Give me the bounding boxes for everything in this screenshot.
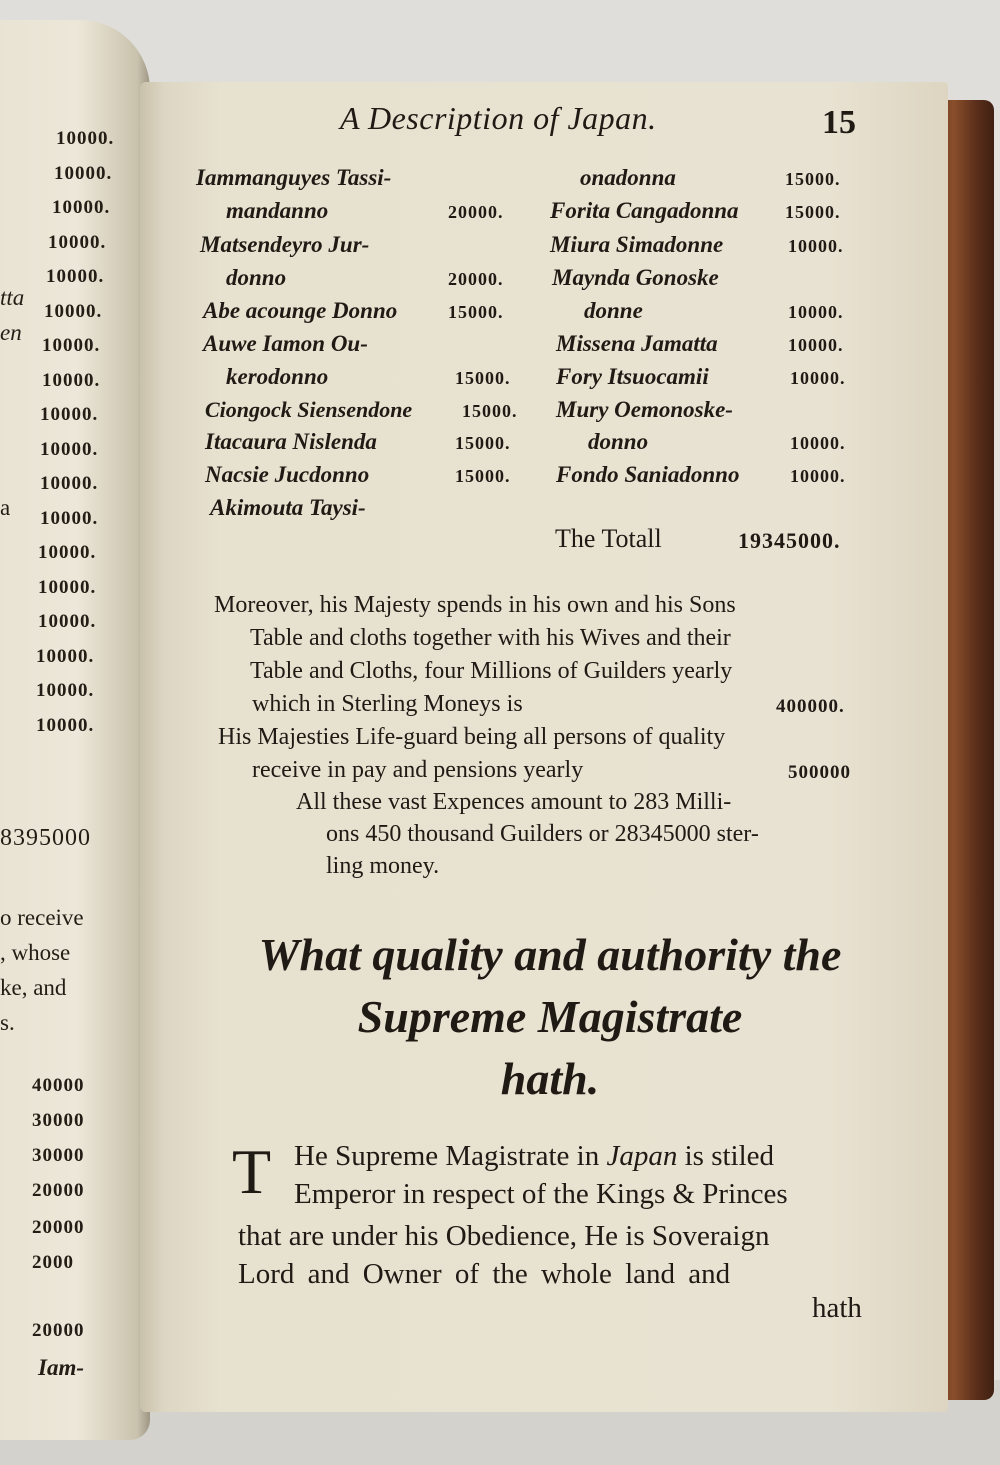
roster-name: Matsendeyro Jur- xyxy=(200,232,370,257)
left-page-number: 10000. xyxy=(36,680,95,701)
left-page-number: 10000. xyxy=(38,542,97,563)
left-text-line: s. xyxy=(0,1010,15,1035)
body-line: that are under his Obedience, He is Soveraign xyxy=(238,1220,770,1252)
left-page-number: 10000. xyxy=(42,369,101,391)
drop-cap: T xyxy=(232,1136,272,1207)
left-page-value: 20000 xyxy=(32,1320,85,1341)
roster-name: Miura Simadonne xyxy=(550,232,724,257)
body-line: Lord and Owner of the whole land and xyxy=(238,1258,731,1290)
left-fragment: en xyxy=(0,320,22,345)
left-text-line: o receive xyxy=(0,905,84,930)
left-page-number: 10000. xyxy=(40,438,99,460)
total-label: The Totall xyxy=(555,524,662,553)
left-page-number: 10000. xyxy=(40,473,99,494)
expenses-line: which in Sterling Moneys is xyxy=(252,691,523,717)
total-value: 19345000. xyxy=(738,528,841,553)
left-fragment: a xyxy=(0,495,11,520)
roster-name: Ciongock Siensendone xyxy=(205,397,413,422)
roster-value: 20000. xyxy=(448,202,504,222)
left-page-value: 40000 xyxy=(32,1075,85,1096)
roster-value: 15000. xyxy=(455,466,511,486)
left-page-number: 10000. xyxy=(40,507,99,529)
roster-value: 15000. xyxy=(785,169,841,189)
left-page-value: 20000 xyxy=(32,1180,85,1201)
roster-value: 15000. xyxy=(448,302,504,322)
catchword: hath xyxy=(812,1292,862,1324)
expenses-line: receive in pay and pensions yearly xyxy=(252,757,584,783)
roster-name: onadonna xyxy=(580,165,676,190)
left-page-number: 10000. xyxy=(38,576,97,598)
left-page-number: 10000. xyxy=(36,645,95,667)
roster-name: donno xyxy=(226,265,287,290)
page-number: 15 xyxy=(822,104,856,141)
running-head: A Description of Japan. xyxy=(340,100,657,136)
section-heading-line: hath. xyxy=(500,1053,600,1104)
roster-value: 10000. xyxy=(790,466,846,486)
roster-value: 10000. xyxy=(788,236,844,256)
expenses-line: Table and cloths together with his Wives and their xyxy=(250,625,731,651)
roster-name: Abe acounge Donno xyxy=(203,298,398,323)
expenses-line: Table and Cloths, four Millions of Guilders yearly xyxy=(250,658,733,684)
roster-name: donno xyxy=(588,429,649,454)
left-page-number: 10000. xyxy=(46,266,105,287)
roster-name: mandanno xyxy=(226,198,329,223)
left-page-value: 2000 xyxy=(32,1252,74,1273)
roster-name: Akimouta Taysi- xyxy=(210,495,366,520)
roster-name: Fory Itsuocamii xyxy=(556,364,709,389)
left-page-number: 10000. xyxy=(42,335,101,356)
roster-name: Forita Cangadonna xyxy=(550,198,739,223)
roster-value: 15000. xyxy=(455,433,511,453)
roster-value: 10000. xyxy=(790,433,846,453)
roster-value: 15000. xyxy=(462,401,518,421)
roster-name: Maynda Gonoske xyxy=(552,265,719,290)
left-text-line: , whose xyxy=(0,940,71,965)
expenses-line: All these vast Expences amount to 283 Milli- xyxy=(296,789,732,815)
roster-name: Mury Oemonoske- xyxy=(556,397,733,422)
left-page-number: 10000. xyxy=(54,162,113,184)
roster-value: 10000. xyxy=(790,368,846,388)
left-page-number: 10000. xyxy=(36,714,95,736)
left-text-line: ke, and xyxy=(0,975,67,1000)
left-page-number: 10000. xyxy=(52,197,111,218)
expenses-line: ling money. xyxy=(326,853,440,879)
roster-value: 15000. xyxy=(785,202,841,222)
roster-value: 10000. xyxy=(788,302,844,322)
left-page-value: 30000 xyxy=(32,1145,85,1166)
left-catchword: Iam- xyxy=(38,1355,84,1380)
roster-name: kerodonno xyxy=(226,364,329,389)
roster-value: 10000. xyxy=(788,335,844,355)
left-page-value: 20000 xyxy=(32,1217,85,1238)
left-fragment: tta xyxy=(0,285,25,310)
left-sum-value: 8395000 xyxy=(0,825,91,851)
expenses-line: ons 450 thousand Guilders or 28345000 ster- xyxy=(326,821,759,847)
body-line: Emperor in respect of the Kings & Princes xyxy=(294,1178,788,1210)
roster-name: Nacsie Jucdonno xyxy=(205,462,370,487)
expenses-value: 400000. xyxy=(776,696,845,717)
left-page-number: 10000. xyxy=(40,404,99,425)
expenses-line: Moreover, his Majesty spends in his own and his Sons xyxy=(214,592,736,618)
left-page-number: 10000. xyxy=(44,300,103,322)
section-heading-line: What quality and authority the xyxy=(258,929,842,980)
left-page-value: 30000 xyxy=(32,1110,85,1131)
left-page-number: 10000. xyxy=(38,611,97,632)
roster-name: Fondo Saniadonno xyxy=(556,462,740,487)
roster-name: Iammanguyes Tassi- xyxy=(196,165,392,190)
left-page-number: 10000. xyxy=(48,231,107,253)
expenses-value: 500000 xyxy=(788,762,851,783)
roster-name: Itacaura Nislenda xyxy=(205,429,377,454)
roster-value: 15000. xyxy=(455,368,511,388)
body-line: He Supreme Magistrate in Japan is stiled xyxy=(294,1140,775,1172)
expenses-line: His Majesties Life-guard being all persons of quality xyxy=(218,724,726,750)
left-facing-page xyxy=(0,20,150,1440)
roster-name: donne xyxy=(584,298,643,323)
roster-value: 20000. xyxy=(448,269,504,289)
left-page-number: 10000. xyxy=(56,128,115,149)
roster-name: Auwe Iamon Ou- xyxy=(203,331,368,356)
section-heading-line: Supreme Magistrate xyxy=(357,991,743,1042)
roster-name: Missena Jamatta xyxy=(556,331,718,356)
